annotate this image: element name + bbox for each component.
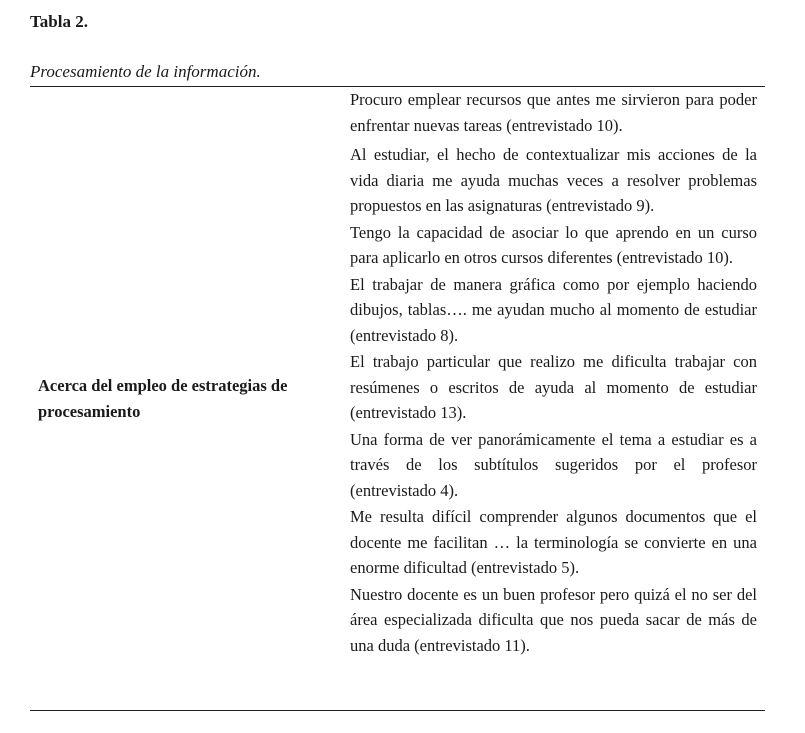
table-number: Tabla 2. (30, 12, 88, 31)
quote-item: Nuestro docente es un buen profesor pero quizá el no ser del área especializada dificulta que nos pueda sacar de más de una duda (entrevistado 11). (350, 584, 757, 655)
quote-item: Al estudiar, el hecho de contextualizar mis acciones de la vida diaria me ayuda muchas veces a resolver problemas propuestos en las asignaturas (entrevistado 9). (350, 145, 757, 215)
table-caption: Procesamiento de la información. (30, 62, 261, 81)
quotes-column (350, 87, 757, 658)
quote-item: Tengo la capacidad de asociar lo que aprendo en un curso para aplicarlo en otros cursos diferentes (entrevistado 10). (350, 222, 757, 267)
quote-item: El trabajar de manera gráfica como por ejemplo haciendo dibujos, tablas…. me ayudan mucho al momento de estudiar (entrevistado 8). (350, 274, 757, 345)
category-cell: Acerca del empleo de estrategias de procesamiento (38, 376, 288, 421)
quote-item: Una forma de ver panorámicamente el tema a estudiar es a través de los subtítulos sugeridos por el profesor (entrevistado 4). (350, 429, 757, 500)
quote-item: El trabajo particular que realizo me dificulta trabajar con resúmenes o escritos de ayuda al momento de estudiar (entrevistado 13). (350, 352, 757, 422)
quote-item: Procuro emplear recursos que antes me sirvieron para poder enfrentar nuevas tareas (entrevistado 10). (350, 90, 757, 135)
table-bottom-rule (30, 710, 765, 711)
quote-item: Me resulta difícil comprender algunos documentos que el docente me facilitan … la terminología se convierte en una enorme dificultad (entrevistado 5). (350, 507, 757, 577)
